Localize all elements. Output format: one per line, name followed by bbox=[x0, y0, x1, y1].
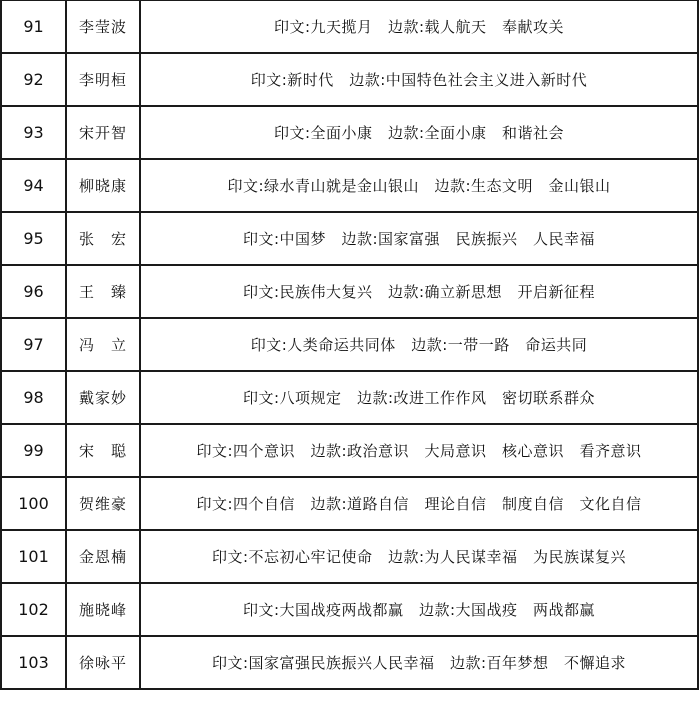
table-row bbox=[1, 583, 698, 636]
table-row bbox=[1, 424, 698, 477]
author-name: 冯 立 bbox=[66, 318, 140, 371]
seal-description: 印文:人类命运共同体 边款:一带一路 命运共同 bbox=[140, 318, 698, 371]
seal-description: 印文:全面小康 边款:全面小康 和谐社会 bbox=[140, 106, 698, 159]
row-number: 92 bbox=[1, 53, 66, 106]
table-row bbox=[1, 371, 698, 424]
table-row bbox=[1, 530, 698, 583]
author-name: 戴家妙 bbox=[66, 371, 140, 424]
seal-description: 印文:八项规定 边款:改进工作作风 密切联系群众 bbox=[140, 371, 698, 424]
author-name: 李莹波 bbox=[66, 0, 140, 53]
seal-description: 印文:新时代 边款:中国特色社会主义进入新时代 bbox=[140, 53, 698, 106]
seal-description: 印文:中国梦 边款:国家富强 民族振兴 人民幸福 bbox=[140, 212, 698, 265]
table-row bbox=[1, 636, 698, 689]
row-number: 103 bbox=[1, 636, 66, 689]
row-number: 96 bbox=[1, 265, 66, 318]
seal-list-body bbox=[1, 0, 698, 689]
seal-description: 印文:不忘初心牢记使命 边款:为人民谋幸福 为民族谋复兴 bbox=[140, 530, 698, 583]
author-name: 李明桓 bbox=[66, 53, 140, 106]
seal-description: 印文:民族伟大复兴 边款:确立新思想 开启新征程 bbox=[140, 265, 698, 318]
author-name: 张 宏 bbox=[66, 212, 140, 265]
author-name: 徐咏平 bbox=[66, 636, 140, 689]
seal-description: 印文:九天揽月 边款:载人航天 奉献攻关 bbox=[140, 0, 698, 53]
table-row bbox=[1, 0, 698, 53]
row-number: 101 bbox=[1, 530, 66, 583]
author-name: 宋 聪 bbox=[66, 424, 140, 477]
seal-description: 印文:大国战疫两战都赢 边款:大国战疫 两战都赢 bbox=[140, 583, 698, 636]
row-number: 102 bbox=[1, 583, 66, 636]
seal-description: 印文:四个意识 边款:政治意识 大局意识 核心意识 看齐意识 bbox=[140, 424, 698, 477]
table-row bbox=[1, 318, 698, 371]
row-number: 100 bbox=[1, 477, 66, 530]
seal-description: 印文:国家富强民族振兴人民幸福 边款:百年梦想 不懈追求 bbox=[140, 636, 698, 689]
author-name: 柳晓康 bbox=[66, 159, 140, 212]
table-row bbox=[1, 106, 698, 159]
row-number: 97 bbox=[1, 318, 66, 371]
row-number: 99 bbox=[1, 424, 66, 477]
author-name: 金恩楠 bbox=[66, 530, 140, 583]
author-name: 宋开智 bbox=[66, 106, 140, 159]
author-name: 施晓峰 bbox=[66, 583, 140, 636]
row-number: 95 bbox=[1, 212, 66, 265]
row-number: 94 bbox=[1, 159, 66, 212]
table-row bbox=[1, 212, 698, 265]
table-row bbox=[1, 477, 698, 530]
row-number: 93 bbox=[1, 106, 66, 159]
table-row bbox=[1, 159, 698, 212]
seal-description: 印文:四个自信 边款:道路自信 理论自信 制度自信 文化自信 bbox=[140, 477, 698, 530]
seal-description: 印文:绿水青山就是金山银山 边款:生态文明 金山银山 bbox=[140, 159, 698, 212]
row-number: 91 bbox=[1, 0, 66, 53]
row-number: 98 bbox=[1, 371, 66, 424]
author-name: 王 臻 bbox=[66, 265, 140, 318]
table-row bbox=[1, 53, 698, 106]
author-name: 贺维豪 bbox=[66, 477, 140, 530]
table-row bbox=[1, 265, 698, 318]
